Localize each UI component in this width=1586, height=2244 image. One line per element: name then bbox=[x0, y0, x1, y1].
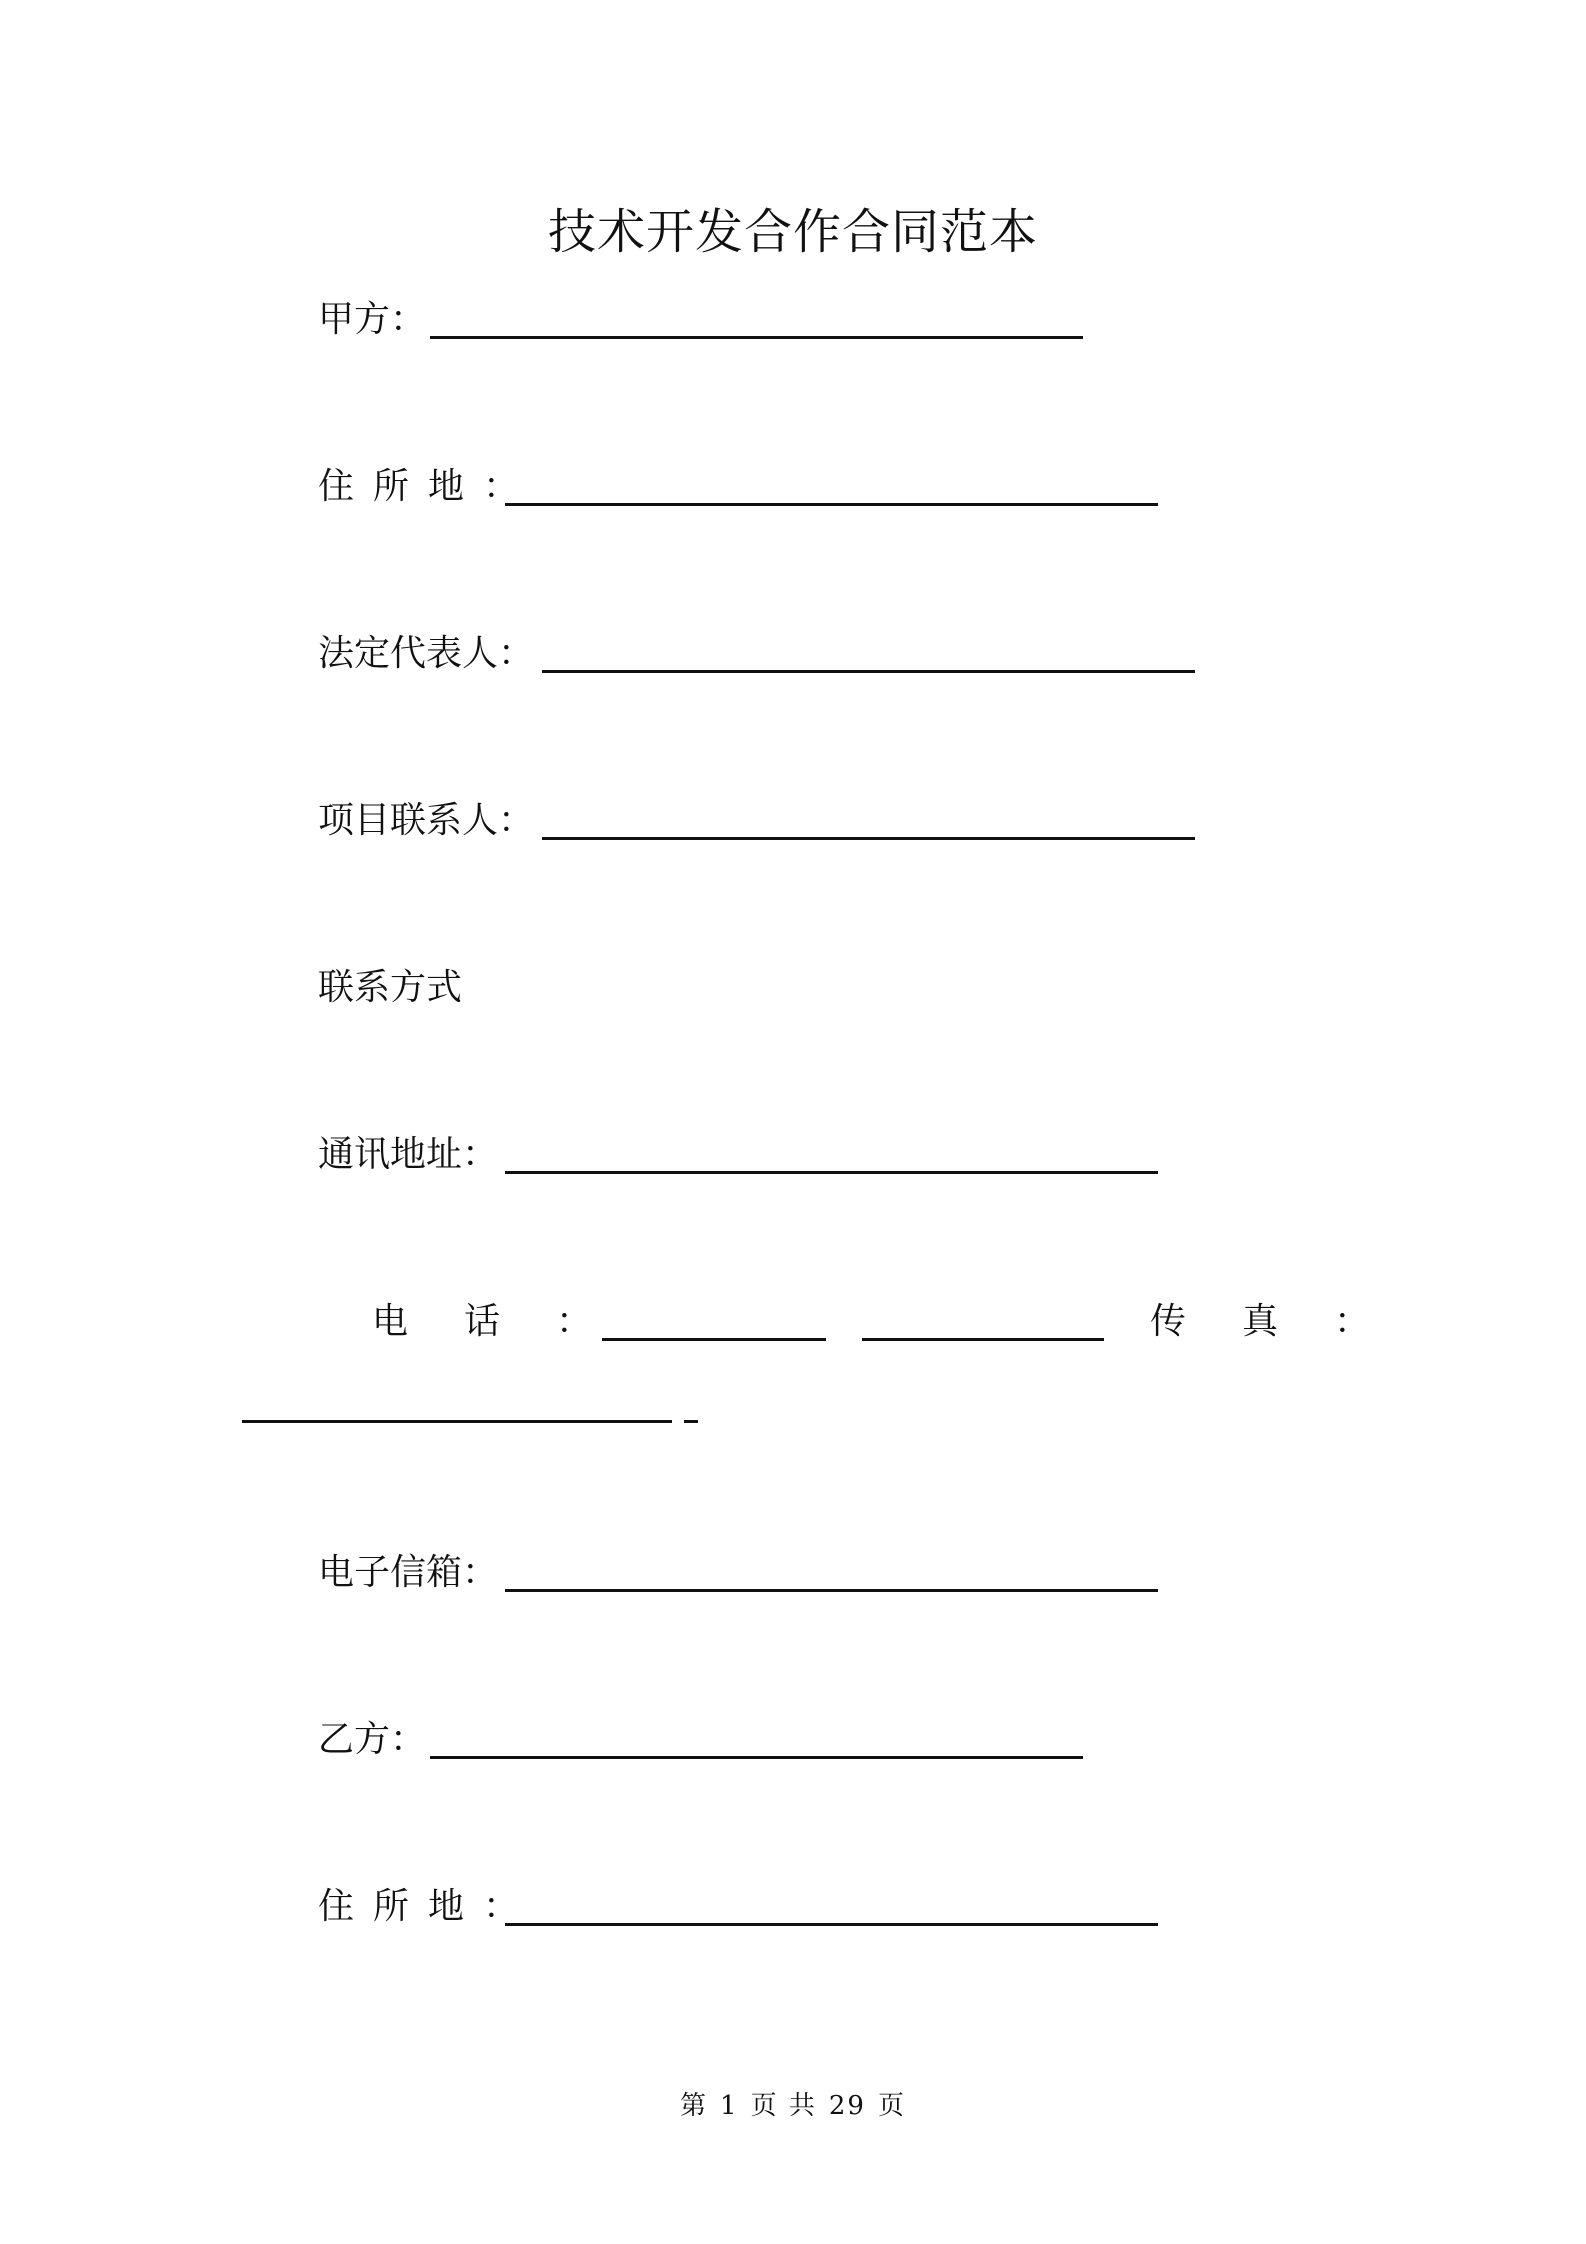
legal-rep-blank[interactable] bbox=[542, 670, 1195, 673]
party-b-label: 乙方： bbox=[318, 1719, 427, 1760]
fax-blank-tail bbox=[684, 1420, 698, 1423]
party-a-address-label: 住所地： bbox=[318, 466, 539, 507]
contact-heading: 联系方式 bbox=[318, 967, 463, 1008]
footer-suffix: 页 bbox=[877, 2091, 906, 2121]
mailing-address-blank[interactable] bbox=[505, 1171, 1158, 1174]
mailing-address-label: 通讯地址： bbox=[318, 1134, 499, 1175]
project-contact-blank[interactable] bbox=[542, 837, 1195, 840]
fax-label: 传 真 ： bbox=[1150, 1301, 1381, 1342]
email-label: 电子信箱： bbox=[318, 1552, 499, 1593]
party-a-address-blank[interactable] bbox=[505, 503, 1158, 506]
party-b-address-label: 住所地： bbox=[318, 1886, 539, 1927]
email-blank[interactable] bbox=[505, 1589, 1158, 1592]
project-contact-label: 项目联系人： bbox=[318, 800, 535, 841]
page-title: 技术开发合作合同范本 bbox=[547, 204, 1038, 260]
party-b-address-blank[interactable] bbox=[505, 1923, 1158, 1926]
legal-rep-label: 法定代表人： bbox=[318, 633, 535, 674]
footer-middle: 页 共 bbox=[750, 2091, 817, 2121]
footer-current-page: 1 bbox=[720, 2091, 739, 2121]
footer-total-pages: 29 bbox=[828, 2091, 866, 2121]
party-a-blank[interactable] bbox=[430, 336, 1083, 339]
fax-blank[interactable] bbox=[242, 1420, 672, 1423]
party-a-label: 甲方： bbox=[318, 299, 427, 340]
footer-prefix: 第 bbox=[680, 2091, 709, 2121]
page-footer bbox=[0, 2088, 1586, 2124]
party-b-blank[interactable] bbox=[430, 1756, 1083, 1759]
phone-label: 电 话 ： bbox=[372, 1301, 603, 1342]
phone-blank-2[interactable] bbox=[862, 1338, 1104, 1341]
phone-blank[interactable] bbox=[602, 1338, 826, 1341]
